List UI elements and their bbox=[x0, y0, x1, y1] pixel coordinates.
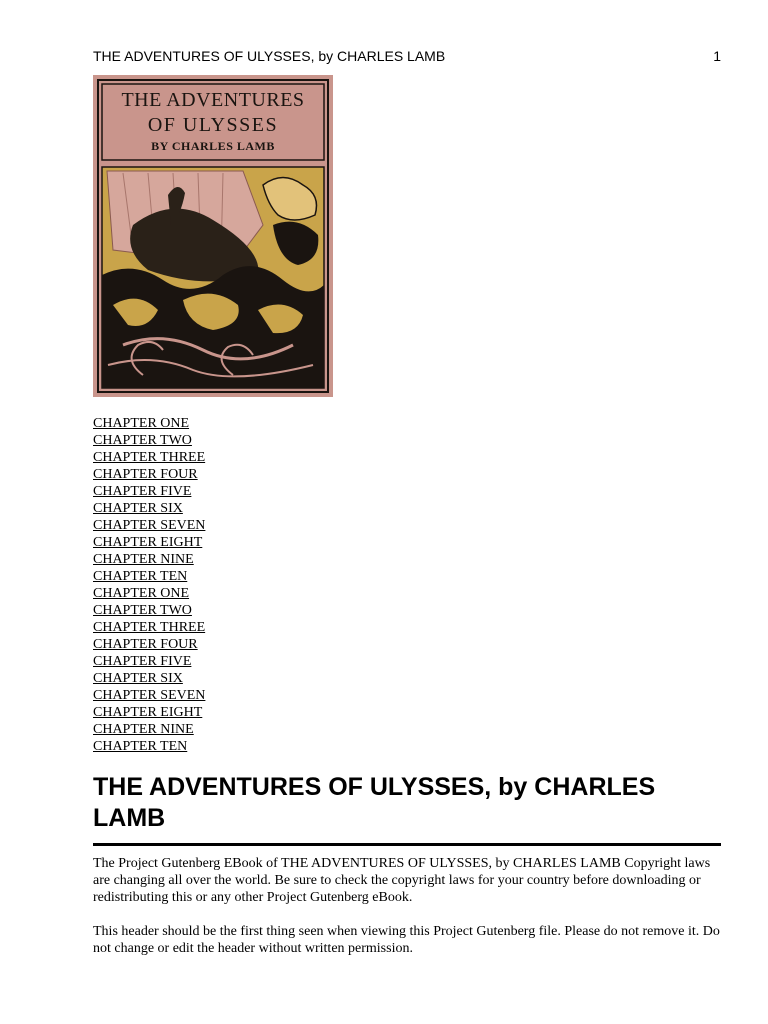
toc-item bbox=[93, 551, 205, 568]
toc-item bbox=[93, 517, 205, 534]
toc-item bbox=[93, 415, 205, 432]
toc-item bbox=[93, 670, 205, 687]
toc-item bbox=[93, 432, 205, 449]
chapter-link[interactable]: CHAPTER THREE bbox=[93, 620, 206, 635]
toc-item bbox=[93, 483, 205, 500]
toc-item bbox=[93, 585, 205, 602]
chapter-link[interactable]: CHAPTER TEN bbox=[93, 739, 188, 754]
toc-item bbox=[93, 534, 205, 551]
toc-item bbox=[93, 704, 205, 721]
running-header bbox=[93, 46, 721, 66]
chapter-link[interactable]: CHAPTER FOUR bbox=[93, 637, 198, 652]
chapter-link[interactable]: CHAPTER EIGHT bbox=[93, 705, 203, 720]
chapter-link[interactable]: CHAPTER ONE bbox=[93, 586, 190, 601]
chapter-link[interactable]: CHAPTER FIVE bbox=[93, 654, 192, 669]
chapter-link[interactable]: CHAPTER NINE bbox=[93, 552, 194, 567]
chapter-link[interactable]: CHAPTER NINE bbox=[93, 722, 194, 737]
chapter-link[interactable]: CHAPTER FIVE bbox=[93, 484, 192, 499]
chapter-link[interactable]: CHAPTER EIGHT bbox=[93, 535, 203, 550]
document-title: THE ADVENTURES OF ULYSSES, by CHARLES LAMB bbox=[93, 773, 656, 832]
intro-paragraph: The Project Gutenberg EBook of THE ADVENTURES OF ULYSSES, by CHARLES LAMB Copyright laws are changing all over the world. Be sure to check the copyright laws for your country before downloading or redistributing this or any other Project Gutenberg eBook. bbox=[93, 856, 711, 905]
chapter-link[interactable]: CHAPTER SIX bbox=[93, 671, 183, 686]
running-title: THE ADVENTURES OF ULYSSES, by CHARLES LAMB bbox=[93, 48, 446, 64]
chapter-link[interactable]: CHAPTER ONE bbox=[93, 416, 190, 431]
cover-title-line-1: THE ADVENTURES bbox=[121, 89, 305, 111]
toc-item bbox=[93, 721, 205, 738]
book-cover-image bbox=[93, 75, 333, 397]
chapter-link[interactable]: CHAPTER THREE bbox=[93, 450, 206, 465]
chapter-list bbox=[93, 415, 205, 755]
chapter-link[interactable]: CHAPTER SIX bbox=[93, 501, 183, 516]
header-notice-paragraph: This header should be the first thing seen when viewing this Project Gutenberg file. Please do not remove it. Do not change or edit the header without written permission. bbox=[93, 924, 720, 956]
chapter-link[interactable]: CHAPTER TEN bbox=[93, 569, 188, 584]
toc-item bbox=[93, 466, 205, 483]
toc-item bbox=[93, 636, 205, 653]
toc-item bbox=[93, 602, 205, 619]
title-divider bbox=[93, 843, 721, 846]
toc-item bbox=[93, 653, 205, 670]
toc-item bbox=[93, 738, 205, 755]
chapter-link[interactable]: CHAPTER TWO bbox=[93, 603, 192, 618]
toc-item bbox=[93, 687, 205, 704]
chapter-link[interactable]: CHAPTER SEVEN bbox=[93, 688, 206, 703]
toc-item bbox=[93, 500, 205, 517]
cover-author-line: BY CHARLES LAMB bbox=[151, 139, 275, 153]
toc-item bbox=[93, 568, 205, 585]
chapter-link[interactable]: CHAPTER SEVEN bbox=[93, 518, 206, 533]
page-number: 1 bbox=[713, 48, 721, 64]
chapter-link[interactable]: CHAPTER FOUR bbox=[93, 467, 198, 482]
toc-item bbox=[93, 449, 205, 466]
toc-item bbox=[93, 619, 205, 636]
cover-title-line-2: OF ULYSSES bbox=[147, 114, 279, 136]
chapter-link[interactable]: CHAPTER TWO bbox=[93, 433, 192, 448]
